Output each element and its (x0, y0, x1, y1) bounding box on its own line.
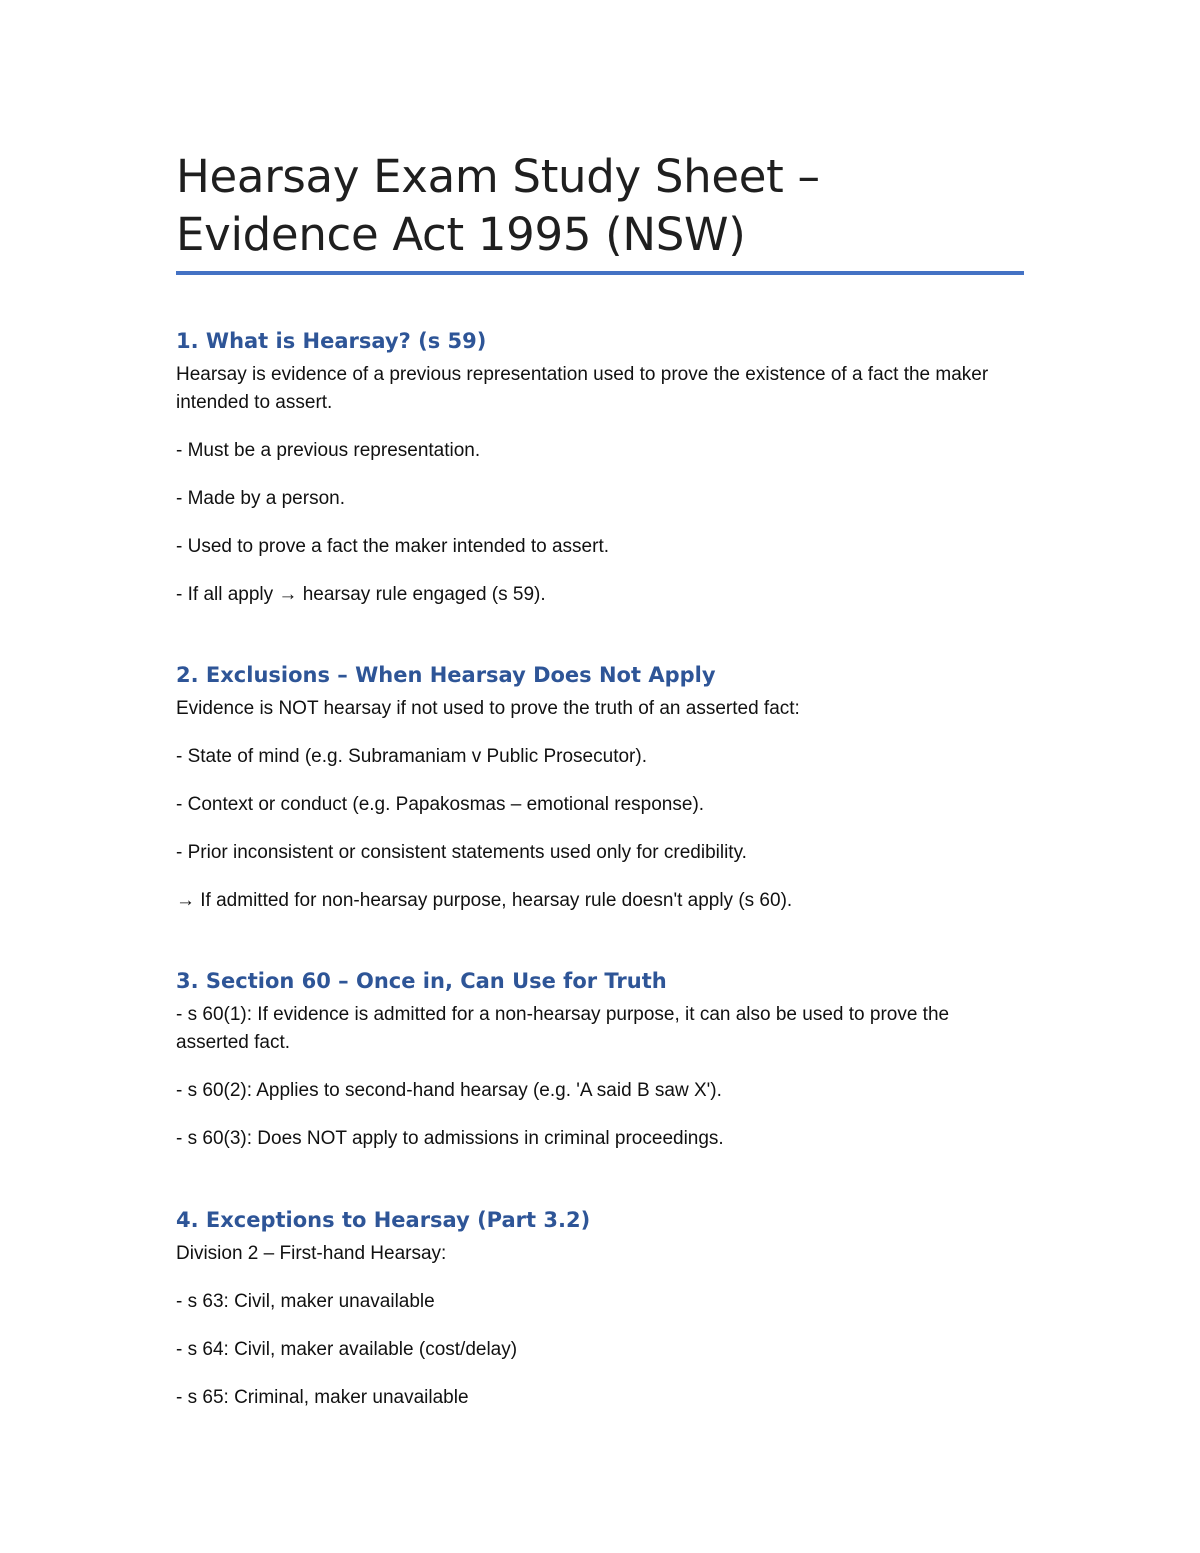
section-3-paragraph-3: - s 60(3): Does NOT apply to admissions in criminal proceedings. (176, 1128, 724, 1149)
section-4-paragraph-1: Division 2 – First-hand Hearsay: (176, 1243, 447, 1264)
title-underline (176, 271, 1024, 275)
section-1-paragraph-1: Hearsay is evidence of a previous representation used to prove the existence of a fact the maker intended to assert. (176, 364, 989, 413)
section-4-paragraph-3: - s 64: Civil, maker available (cost/delay) (176, 1339, 518, 1360)
section-4-paragraph-4: - s 65: Criminal, maker unavailable (176, 1387, 469, 1408)
section-3-paragraph-1: - s 60(1): If evidence is admitted for a non-hearsay purpose, it can also be used to prove the asserted fact. (176, 1004, 950, 1053)
section-3-paragraph-2: - s 60(2): Applies to second-hand hearsay (e.g. 'A said B saw X'). (176, 1080, 722, 1101)
section-4-paragraph-2: - s 63: Civil, maker unavailable (176, 1291, 435, 1312)
section-1-paragraph-3: - Made by a person. (176, 488, 345, 509)
section-1-paragraph-2: - Must be a previous representation. (176, 440, 481, 461)
section-2-paragraph-2: - State of mind (e.g. Subramaniam v Public Prosecutor). (176, 746, 647, 767)
section-1-heading: 1. What is Hearsay? (s 59) (176, 329, 487, 353)
document-title: Hearsay Exam Study Sheet – Evidence Act 1995 (NSW) (176, 150, 820, 261)
section-2-paragraph-5: → If admitted for non-hearsay purpose, hearsay rule doesn't apply (s 60). (176, 890, 793, 911)
section-3-heading: 3. Section 60 – Once in, Can Use for Truth (176, 969, 667, 993)
section-2-paragraph-4: - Prior inconsistent or consistent statements used only for credibility. (176, 842, 747, 863)
section-2-heading: 2. Exclusions – When Hearsay Does Not Apply (176, 663, 716, 687)
section-4-heading: 4. Exceptions to Hearsay (Part 3.2) (176, 1208, 591, 1232)
section-1-paragraph-5: - If all apply → hearsay rule engaged (s 59). (176, 584, 546, 605)
section-2-paragraph-1: Evidence is NOT hearsay if not used to prove the truth of an asserted fact: (176, 698, 800, 719)
section-1-paragraph-4: - Used to prove a fact the maker intended to assert. (176, 536, 610, 557)
section-2-paragraph-3: - Context or conduct (e.g. Papakosmas – emotional response). (176, 794, 705, 815)
